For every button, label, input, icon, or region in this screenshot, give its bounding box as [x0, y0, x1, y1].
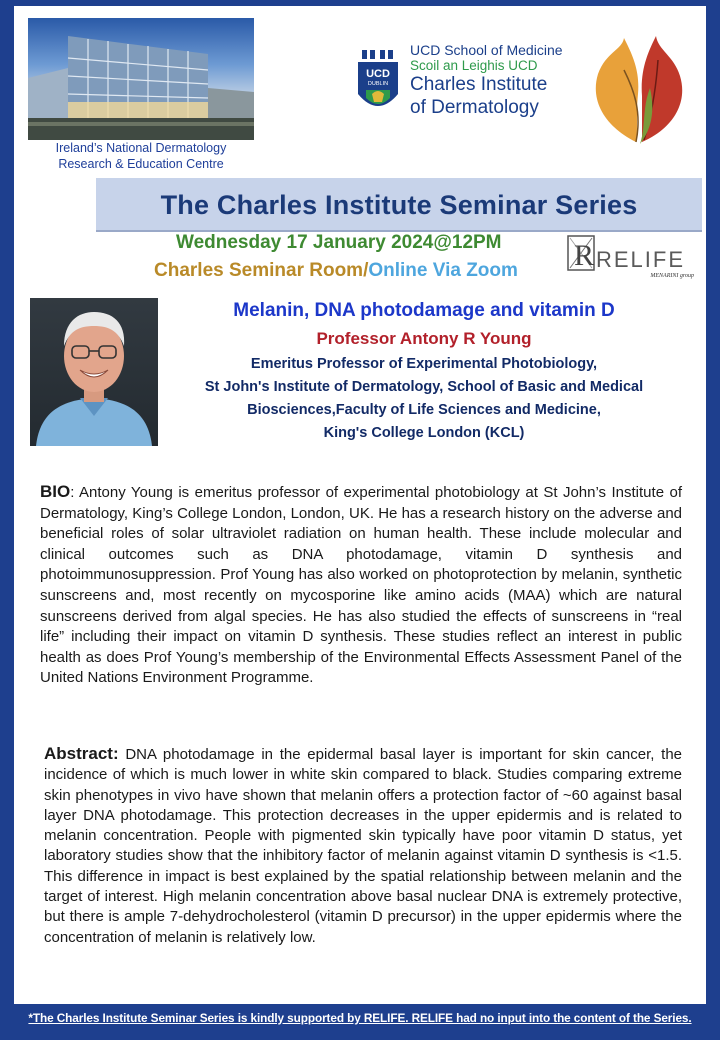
- oak-leaves-logo: [584, 30, 694, 148]
- building-illustration: [28, 18, 254, 140]
- tagline-line-1: Ireland’s National Dermatology: [55, 141, 227, 155]
- relife-logo: [566, 234, 696, 280]
- speaker-illustration: [30, 298, 158, 446]
- svg-text:UCD: UCD: [366, 68, 390, 80]
- bio-text: : Antony Young is emeritus professor of experimental photobiology at St John’s Institute of Dermatology, King’s College London, London, UK. He has a research history on the adverse and beneficial roles of solar ultraviolet radiation on human health. These include molecular and clinical outcomes such as DNA photodamage, vitamin D synthesis and photoimmunosuppression. Prof Young has also worked on photoprotection by melanin, synthetic sunscreens and, most recently on mycosporine like amino acids (MAA) which are natural sunscreens derived from algal species. He has also studied the effects of sunscreens in “real life” including their impact on vitamin D synthesis. These studies reflect an interest in public health as does Prof Young’s membership of the Environmental Effects Assessment Panel of the United Nations Environment Programme.: [40, 484, 682, 687]
- talk-title: Melanin, DNA photodamage and vitamin D: [233, 300, 615, 321]
- event-date: Wednesday 17 January 2024@12PM: [176, 232, 502, 253]
- venue-online: Online Via Zoom: [368, 260, 518, 281]
- relife-logo-text: RELIFE: [596, 247, 686, 272]
- institution-line-2: Scoil an Leighis UCD: [410, 58, 538, 73]
- building-photo: [28, 18, 254, 140]
- venue-room: Charles Seminar Room/: [154, 260, 369, 281]
- speaker-affiliation: [160, 353, 688, 445]
- affiliation-line-2: St John's Institute of Dermatology, School of Basic and Medical: [204, 379, 644, 395]
- institution-line-1: UCD School of Medicine: [410, 42, 563, 58]
- svg-text:R: R: [574, 239, 595, 272]
- series-title: The Charles Institute Seminar Series: [160, 190, 638, 220]
- abstract-section: [44, 744, 682, 948]
- abstract-label: Abstract:: [44, 744, 119, 763]
- svg-text:DUBLIN: DUBLIN: [367, 81, 389, 87]
- abstract-text: DNA photodamage in the epidermal basal layer is important for skin cancer, the incidence of which is much lower in white skin compared to black. Studies comparing extreme skin phenotypes in vivo have shown that melanin offers a protection factor of ~60 against basal layer DNA photodamage. This protection decreases in the upper epidermis and is related to melanin concentration. People with pigmented skin typically have poor vitamin D status, yet laboratory studies show that the inhibitory factor of melanin against vitamin D synthesis is <1.5. This difference in impact is best explained by the spatial relationship between melanin and the target of interest. High melanin concentration above basal nuclear DNA is extremely protective, but there is ample 7-dehydrocholesterol (vitamin D precursor) in the upper epidermis where the concentration of melanin is relatively low.: [44, 746, 682, 946]
- bio-label: BIO: [40, 482, 71, 501]
- affiliation-line-4: King's College London (KCL): [323, 425, 525, 441]
- institution-name: [410, 42, 563, 119]
- tagline-line-2: Research & Education Centre: [58, 157, 224, 171]
- poster-panel: [14, 6, 706, 1004]
- sponsor-disclaimer: *The Charles Institute Seminar Series is kindly supported by RELIFE. RELIFE had no input into the content of the Series.: [28, 1011, 692, 1025]
- institution-line-3: Charles Institute: [410, 74, 548, 95]
- ucd-crest-icon: [356, 44, 400, 118]
- institution-line-4: of Dermatology: [410, 97, 539, 118]
- affiliation-line-1: Emeritus Professor of Experimental Photobiology,: [250, 356, 598, 372]
- relife-logo-subtext: MENARINI group: [650, 273, 694, 279]
- event-venue: [154, 260, 518, 282]
- speaker-name: Professor Antony R Young: [316, 329, 532, 348]
- affiliation-line-3: Biosciences,Faculty of Life Sciences and Medicine,: [247, 402, 601, 418]
- building-tagline: [28, 140, 254, 172]
- speaker-portrait: [30, 298, 158, 446]
- bio-section: [40, 482, 682, 689]
